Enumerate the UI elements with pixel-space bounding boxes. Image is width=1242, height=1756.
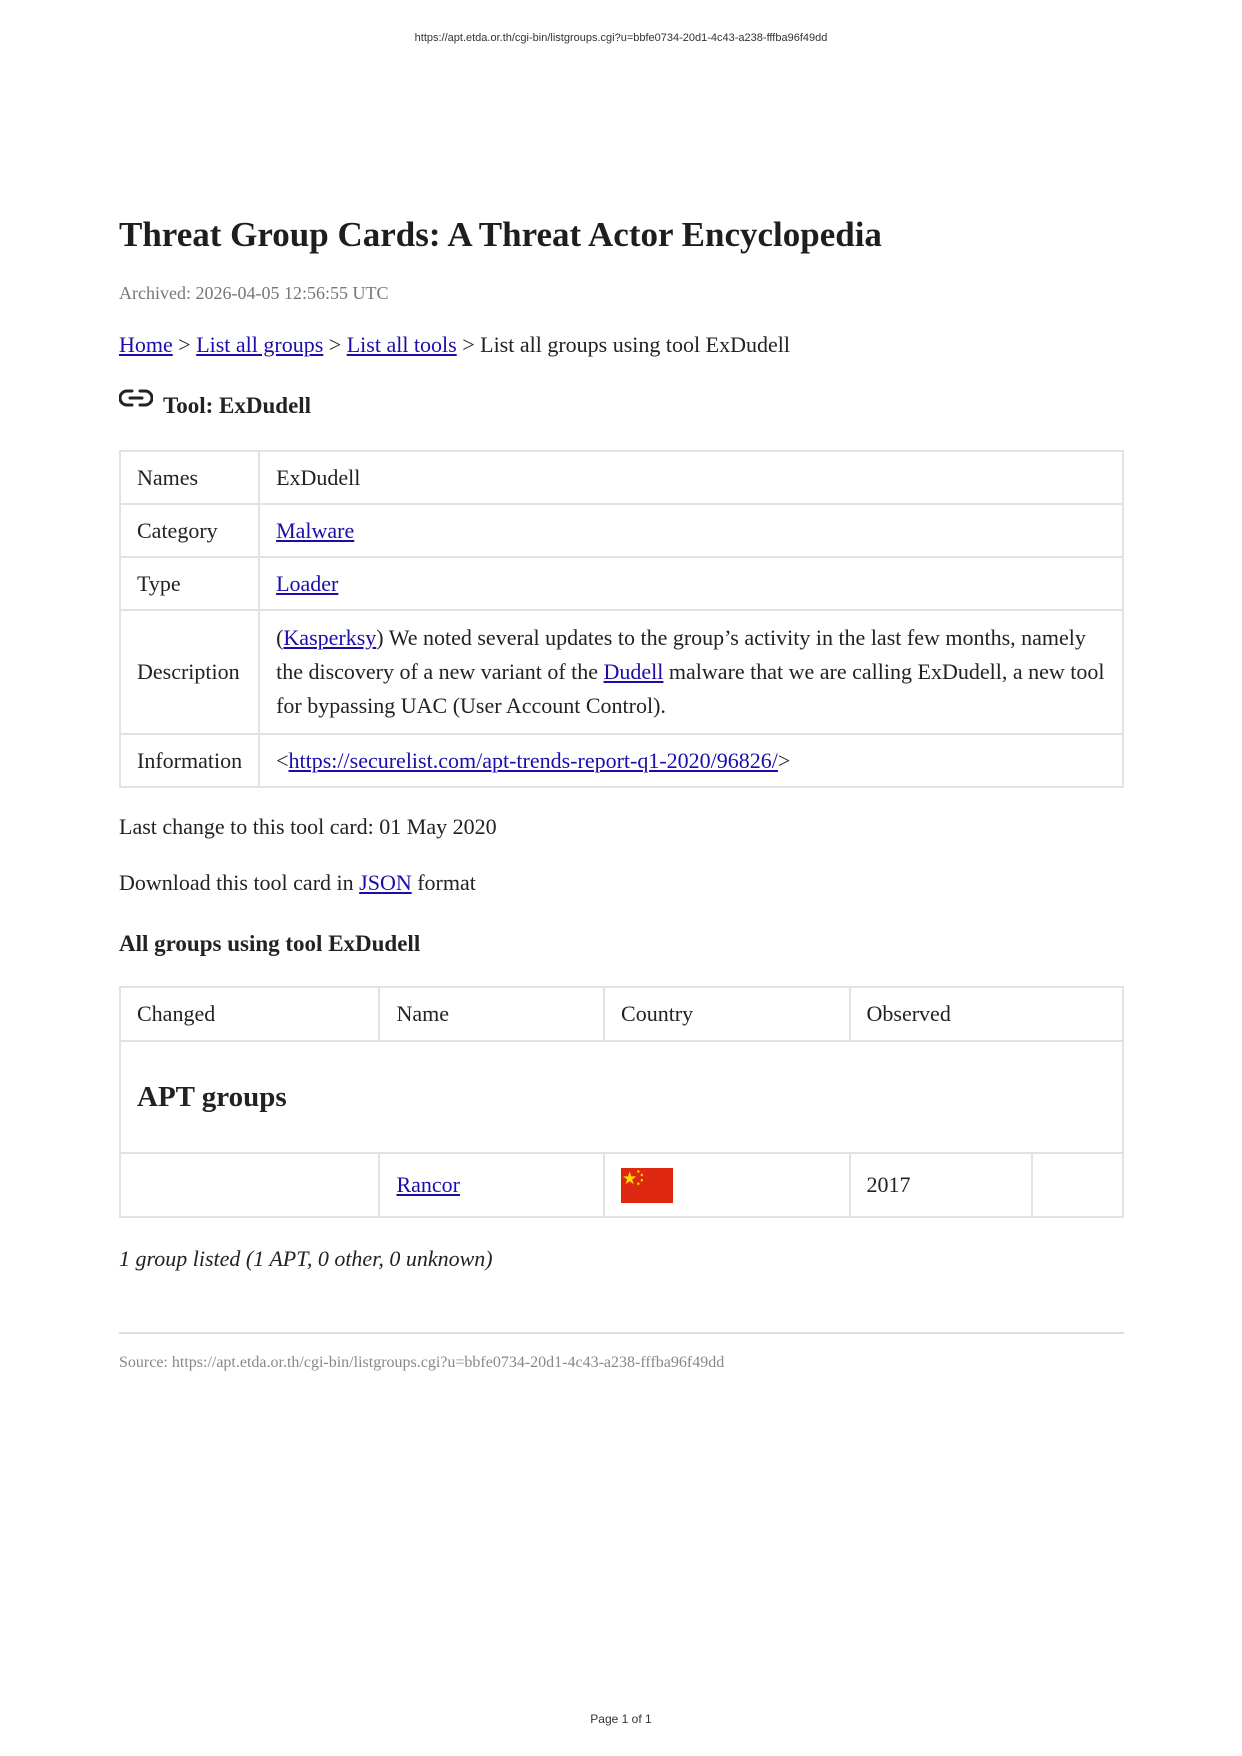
source-url: Source: https://apt.etda.or.th/cgi-bin/listgroups.cgi?u=bbfe0734-20d1-4c43-a238-fffba96f49dd: [119, 1354, 725, 1371]
breadcrumb-separator: >: [172, 332, 197, 357]
groups-table: [119, 986, 1124, 1218]
description-label: Description: [120, 610, 259, 734]
table-row: [120, 451, 1123, 504]
information-open-bracket: <: [276, 747, 289, 773]
page-number: Page 1 of 1: [590, 1712, 652, 1726]
download-suffix: format: [411, 870, 476, 895]
category-label: Category: [120, 504, 259, 557]
rancor-group-link[interactable]: Rancor: [396, 1172, 460, 1197]
table-header-row: [120, 987, 1123, 1041]
kasperksy-source-link[interactable]: Kasperksy: [283, 625, 377, 650]
download-prefix: Download this tool card in: [119, 870, 360, 895]
description-text-part1: ) We noted several updates to the group’s activity in the last few months, namely the discovery of a new variant of the: [276, 625, 1086, 684]
archived-timestamp: Archived: 2026-04-05 12:56:55 UTC: [119, 283, 389, 303]
information-label: Information: [120, 734, 259, 787]
type-label: Type: [120, 557, 259, 610]
print-header-url: https://apt.etda.or.th/cgi-bin/listgroups.cgi?u=bbfe0734-20d1-4c43-a238-fffba96f49dd: [414, 32, 828, 44]
description-value: [259, 610, 1123, 734]
information-value: [259, 734, 1123, 787]
china-flag-icon: [621, 1168, 673, 1203]
groups-summary: 1 group listed (1 APT, 0 other, 0 unknown): [119, 1246, 493, 1271]
description-open-paren: (: [276, 625, 284, 650]
apt-groups-section-title: APT groups: [120, 1041, 1123, 1153]
names-value: ExDudell: [259, 451, 1123, 504]
download-line: [119, 868, 1124, 898]
country-cell: [604, 1153, 850, 1217]
last-change-text: Last change to this tool card: 01 May 2020: [119, 814, 497, 839]
tool-heading-text: Tool: ExDudell: [163, 393, 312, 418]
type-value: [259, 557, 1123, 610]
breadcrumb: [119, 330, 1124, 360]
observed-cell: 2017: [850, 1153, 1033, 1217]
page-title: Threat Group Cards: A Threat Actor Encyclopedia: [119, 215, 882, 254]
main-content: [119, 212, 1124, 1374]
breadcrumb-separator: >: [323, 332, 347, 357]
tool-details-table: [119, 450, 1124, 788]
groups-heading: All groups using tool ExDudell: [119, 931, 421, 956]
table-row: [120, 1153, 1123, 1217]
category-malware-link[interactable]: Malware: [276, 517, 355, 543]
breadcrumb-list-tools-link[interactable]: List all tools: [346, 332, 457, 357]
empty-cell: [1032, 1153, 1123, 1217]
names-label: Names: [120, 451, 259, 504]
table-row: [120, 610, 1123, 734]
securelist-report-link[interactable]: https://securelist.com/apt-trends-report-q1-2020/96826/: [288, 747, 778, 773]
type-loader-link[interactable]: Loader: [276, 570, 339, 596]
column-header-country: Country: [604, 987, 850, 1041]
changed-cell: [120, 1153, 379, 1217]
column-header-name: Name: [379, 987, 604, 1041]
section-row: [120, 1041, 1123, 1153]
column-header-changed: Changed: [120, 987, 379, 1041]
breadcrumb-home-link[interactable]: Home: [119, 332, 173, 357]
table-row: [120, 504, 1123, 557]
tool-heading: [119, 390, 1124, 422]
footer-divider: [119, 1332, 1124, 1334]
json-download-link[interactable]: JSON: [359, 870, 412, 895]
category-value: [259, 504, 1123, 557]
table-row: [120, 734, 1123, 787]
information-close-bracket: >: [777, 747, 791, 773]
breadcrumb-current: > List all groups using tool ExDudell: [456, 332, 790, 357]
table-row: [120, 557, 1123, 610]
name-cell: [379, 1153, 604, 1217]
breadcrumb-list-groups-link[interactable]: List all groups: [196, 332, 324, 357]
column-header-observed: Observed: [850, 987, 1123, 1041]
link-icon: [119, 388, 153, 408]
dudell-link[interactable]: Dudell: [603, 659, 664, 684]
description-text-part2: malware that we are calling ExDudell, a new tool for bypassing UAC (User Account Control).: [276, 659, 1105, 718]
